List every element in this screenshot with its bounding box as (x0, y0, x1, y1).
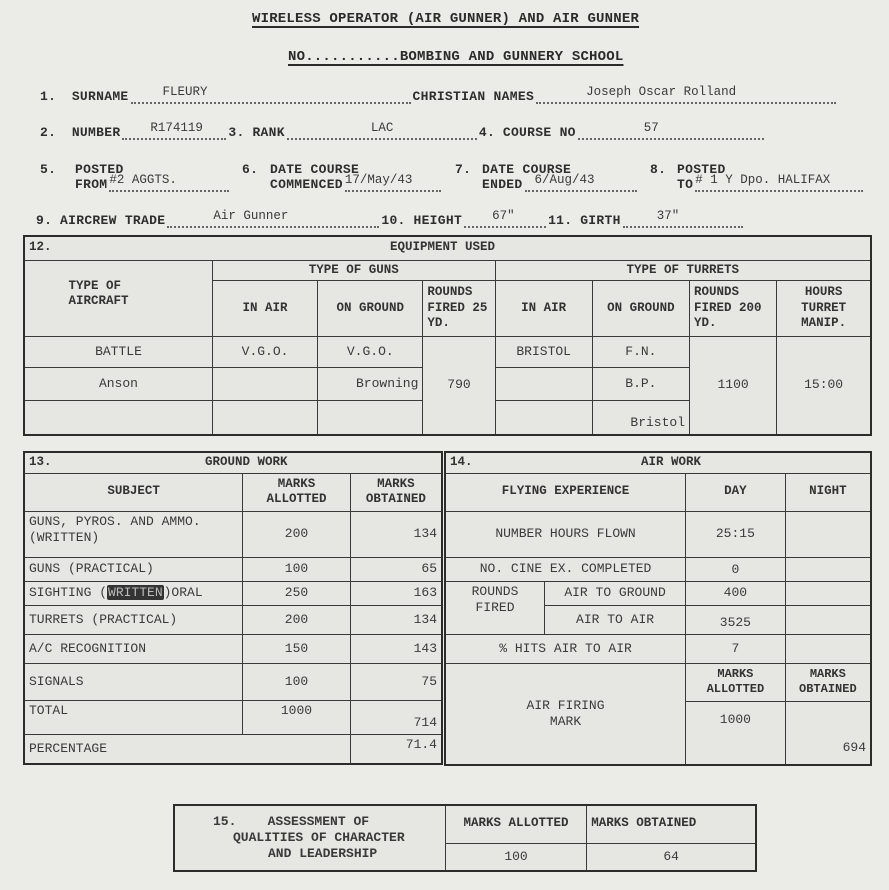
subject-cell: TURRETS (PRACTICAL) (24, 605, 243, 634)
turret-in-air-cell (495, 401, 592, 435)
date-commenced-field (270, 173, 443, 192)
guns-on-ground-cell: V.G.O. (318, 337, 423, 368)
field-label: DATE COURSE (482, 162, 572, 177)
course-no-value: 57 (643, 121, 659, 135)
obtained-cell: 143 (350, 634, 442, 663)
rank-value: LAC (370, 121, 394, 135)
allotted-cell: 100 (243, 557, 351, 581)
ground-work-table (23, 451, 443, 765)
air-to-air-night (785, 605, 871, 634)
total-label: TOTAL (24, 700, 243, 734)
hours-flown-label: NUMBER HOURS FLOWN (445, 511, 686, 557)
percentage-row (24, 734, 442, 764)
turret-on-ground-cell: B.P. (592, 368, 689, 401)
date-ended-field (482, 173, 639, 192)
height-value: 67" (492, 209, 515, 223)
field-number: 1. (40, 89, 57, 104)
course-no-input[interactable] (578, 121, 764, 140)
table-row (24, 337, 871, 368)
air-firing-mark-label: AIR FIRING MARK (445, 663, 686, 765)
air-to-ground-label: AIR TO GROUND (545, 581, 686, 605)
guns-in-air-cell: V.G.O. (212, 337, 317, 368)
date-ended-input[interactable] (525, 173, 637, 192)
air-marks-allotted-header: MARKS ALLOTTED (686, 663, 786, 701)
posted-to-value: # 1 Y Dpo. HALIFAX (695, 173, 831, 187)
number-value: R174119 (150, 121, 203, 135)
aircraft-cell: Anson (24, 368, 212, 401)
guns-in-air-header: IN AIR (212, 281, 317, 337)
assessment-obtained-value: 64 (587, 843, 756, 871)
section-title: AIR WORK (641, 455, 702, 469)
equipment-used-table (23, 235, 872, 436)
rounds-fired-200yd-header: ROUNDS FIRED 200 YD. (690, 281, 777, 337)
surname-value: FLEURY (162, 85, 208, 99)
field-number: 10. (381, 213, 406, 228)
table-row (445, 511, 871, 557)
table-row (24, 557, 442, 581)
section-number: 13. (29, 455, 52, 469)
table-row (445, 634, 871, 663)
allotted-cell: 200 (243, 605, 351, 634)
field-number: 3. (228, 125, 245, 140)
christian-names-value: Joseph Oscar Rolland (586, 85, 737, 99)
girth-value: 37" (656, 209, 680, 223)
allotted-cell: 150 (243, 634, 351, 663)
rounds-fired-25yd-header: ROUNDS FIRED 25 YD. (423, 281, 495, 337)
field-label: POSTED (75, 162, 124, 177)
subject-cell: SIGHTING (WRITTEN)ORAL (24, 581, 243, 605)
obtained-cell: 163 (350, 581, 442, 605)
table-row (24, 581, 442, 605)
assessment-obtained-header: MARKS OBTAINED (587, 805, 756, 843)
table-row (445, 581, 871, 605)
posted-from-value: #2 AGGTS. (109, 173, 177, 187)
table-row (24, 511, 442, 557)
field-row-2 (40, 121, 766, 140)
hits-night (785, 634, 871, 663)
christian-names-input[interactable] (536, 85, 836, 104)
table-row (445, 557, 871, 581)
subject-cell: A/C RECOGNITION (24, 634, 243, 663)
posted-from-field (75, 173, 231, 192)
subject-cell: SIGNALS (24, 663, 243, 700)
field-number: 2. (40, 125, 57, 140)
obtained-cell: 134 (350, 511, 442, 557)
field-number: 7. (455, 162, 472, 177)
aircraft-cell: BATTLE (24, 337, 212, 368)
hours-flown-night (785, 511, 871, 557)
table-row (24, 605, 442, 634)
date-commenced-value: 17/May/43 (344, 173, 413, 187)
turret-on-ground-cell: F.N. (592, 337, 689, 368)
section-12-header (24, 236, 871, 260)
number-input[interactable] (122, 121, 226, 140)
air-marks-obtained-header: MARKS OBTAINED (785, 663, 871, 701)
cine-label: NO. CINE EX. COMPLETED (445, 557, 686, 581)
school-subtitle: NO...........BOMBING AND GUNNERY SCHOOL (288, 49, 624, 65)
air-to-ground-day: 400 (686, 581, 786, 605)
field-number: 8. (650, 162, 667, 177)
turret-in-air-cell (495, 368, 592, 401)
type-of-guns-header: TYPE OF GUNS (212, 260, 495, 281)
rounds-fired-label: ROUNDS FIRED (445, 581, 545, 634)
air-to-air-label: AIR TO AIR (545, 605, 686, 634)
air-to-ground-night (785, 581, 871, 605)
turrets-on-ground-header: ON GROUND (592, 281, 689, 337)
hours-flown-day: 25:15 (686, 511, 786, 557)
posted-to-input[interactable] (695, 173, 863, 192)
subject-cell: GUNS (PRACTICAL) (24, 557, 243, 581)
hours-manip-cell: 15:00 (777, 337, 871, 435)
air-marks-allotted: 1000 (686, 701, 786, 765)
field-label: POSTED (677, 162, 726, 177)
guns-on-ground-cell (318, 401, 423, 435)
rounds-200yd-cell: 1100 (690, 337, 777, 435)
field-label: COURSE NO (502, 125, 576, 140)
table-row (24, 634, 442, 663)
posted-from-input[interactable] (109, 173, 229, 192)
field-label: FROM (75, 177, 108, 192)
marks-allotted-header: MARKS ALLOTTED (243, 473, 351, 511)
section-13-header (24, 452, 442, 473)
field-label: GIRTH (580, 213, 621, 228)
allotted-cell: 250 (243, 581, 351, 605)
section-number: 12. (29, 240, 52, 255)
turret-in-air-cell: BRISTOL (495, 337, 592, 368)
total-obtained: 714 (350, 700, 442, 734)
assessment-allotted-value: 100 (445, 843, 586, 871)
field-label: SURNAME (71, 89, 129, 104)
field-label: HEIGHT (413, 213, 463, 228)
assessment-allotted-header: MARKS ALLOTTED (445, 805, 586, 843)
field-number: 6. (242, 162, 259, 177)
field-label: ENDED (482, 177, 523, 192)
subject-header: SUBJECT (24, 473, 243, 511)
percentage-label: PERCENTAGE (24, 734, 350, 764)
guns-in-air-cell (212, 368, 317, 401)
field-number: 11. (548, 213, 573, 228)
cine-night (785, 557, 871, 581)
turrets-in-air-header: IN AIR (495, 281, 592, 337)
field-label: DATE COURSE (270, 162, 360, 177)
obtained-cell: 75 (350, 663, 442, 700)
air-work-table (444, 451, 872, 766)
guns-on-ground-header: ON GROUND (318, 281, 423, 337)
type-of-turrets-header: TYPE OF TURRETS (495, 260, 871, 281)
posted-to-field (677, 173, 865, 192)
day-header: DAY (686, 473, 786, 511)
air-marks-obtained: 694 (785, 701, 871, 765)
section-title: EQUIPMENT USED (390, 240, 496, 254)
field-row-4 (36, 209, 745, 228)
rank-input[interactable] (287, 121, 477, 140)
section-number: 15. (213, 813, 237, 829)
form-title: WIRELESS OPERATOR (AIR GUNNER) AND AIR GUNNER (252, 11, 640, 27)
field-label: NUMBER (71, 125, 121, 140)
aircraft-cell (24, 401, 212, 435)
total-allotted: 1000 (243, 700, 351, 734)
field-label: TO (677, 177, 694, 192)
total-row (24, 700, 442, 734)
hits-label: % HITS AIR TO AIR (445, 634, 686, 663)
assessment-table (173, 804, 757, 872)
obtained-cell: 134 (350, 605, 442, 634)
struck-through-text: WRITTEN (108, 585, 163, 600)
table-row (24, 663, 442, 700)
field-number: 4. (478, 125, 496, 140)
aircrew-trade-value: Air Gunner (213, 209, 289, 223)
field-label: CHRISTIAN NAMES (412, 89, 535, 104)
type-of-aircraft-header: TYPE OF AIRCRAFT (24, 260, 212, 337)
section-number: 14. (450, 455, 473, 469)
height-input[interactable] (464, 209, 546, 228)
aircrew-trade-input[interactable] (167, 209, 379, 228)
section-14-header (445, 452, 871, 473)
turret-on-ground-cell: Bristol (592, 401, 689, 435)
air-to-air-day: 3525 (686, 605, 786, 634)
date-commenced-input[interactable] (344, 173, 441, 192)
field-label: AIRCREW TRADE (60, 213, 166, 228)
section-title: GROUND WORK (205, 455, 288, 469)
hours-turret-manip-header: HOURS TURRET MANIP. (777, 281, 871, 337)
field-surname (40, 85, 838, 104)
guns-in-air-cell (212, 401, 317, 435)
percentage-value: 71.4 (350, 734, 442, 764)
subject-cell: GUNS, PYROS. AND AMMO. (WRITTEN) (24, 511, 243, 557)
girth-input[interactable] (623, 209, 743, 228)
field-number: 9. (36, 213, 53, 228)
rounds-25yd-cell: 790 (423, 337, 495, 435)
table-row (445, 663, 871, 701)
surname-input[interactable] (131, 85, 411, 104)
obtained-cell: 65 (350, 557, 442, 581)
cine-day: 0 (686, 557, 786, 581)
guns-on-ground-cell: Browning (318, 368, 423, 401)
flying-experience-header: FLYING EXPERIENCE (445, 473, 686, 511)
field-number: 5. (40, 162, 57, 177)
night-header: NIGHT (785, 473, 871, 511)
date-ended-value: 6/Aug/43 (534, 173, 595, 187)
assessment-label: 15. ASSESSMENT OF QUALITIES OF CHARACTER AND LEADERSHIP (174, 805, 445, 871)
allotted-cell: 100 (243, 663, 351, 700)
marks-obtained-header: MARKS OBTAINED (350, 473, 442, 511)
allotted-cell: 200 (243, 511, 351, 557)
field-label: RANK (252, 125, 285, 140)
field-label: COMMENCED (270, 177, 343, 192)
hits-day: 7 (686, 634, 786, 663)
